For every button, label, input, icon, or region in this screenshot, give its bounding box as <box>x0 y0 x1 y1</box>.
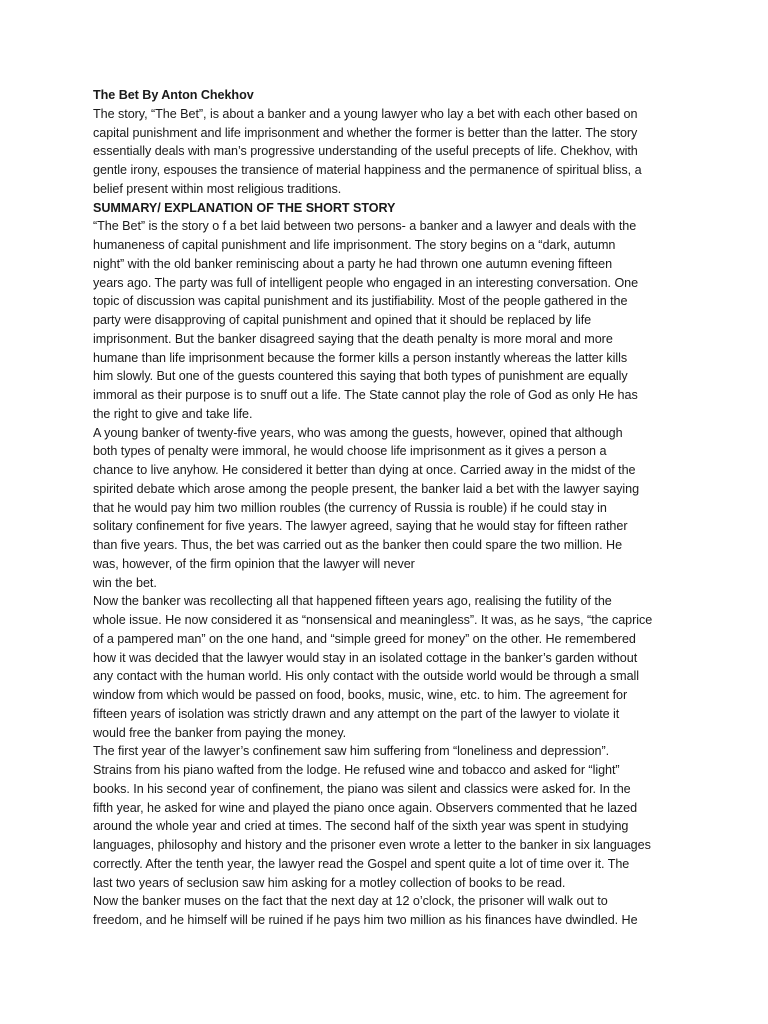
text-line: correctly. After the tenth year, the lawyer read the Gospel and spent quite a lot of time over it. The <box>93 856 630 871</box>
text-line: imprisonment. But the banker disagreed saying that the death penalty is more moral and more <box>93 331 613 346</box>
text-line: any contact with the human world. His only contact with the outside world would be through a small <box>93 669 640 684</box>
section-heading: SUMMARY/ EXPLANATION OF THE SHORT STORY <box>93 200 396 215</box>
text-line: immoral as their purpose is to snuff out a life. The State cannot play the role of God as only He has <box>93 388 638 402</box>
text-line: last two years of seclusion saw him asking for a motley collection of books to be read. <box>93 875 566 890</box>
text-line: freedom, and he himself will be ruined if he pays him two million as his finances have dwindled. He <box>93 913 638 927</box>
text-line: win the bet. <box>93 575 157 590</box>
text-line: was, however, of the firm opinion that the lawyer will never <box>93 556 415 571</box>
text-line: Strains from his piano wafted from the lodge. He refused wine and tobacco and asked for “light” <box>93 763 620 777</box>
text-line: A young banker of twenty-five years, who was among the guests, however, opined that although <box>93 425 623 440</box>
text-line: gentle irony, espouses the transience of material happiness and the permanence of spiritual bliss, a <box>93 163 642 177</box>
text-line: chance to live anyhow. He considered it better than dying at once. Carried away in the midst of the <box>93 463 636 477</box>
text-line: how it was decided that the lawyer would stay in an isolated cottage in the banker’s garden without <box>93 650 638 665</box>
text-line: essentially deals with man’s progressive understanding of the useful precepts of life. Chekhov, with <box>93 144 638 159</box>
text-line: window from which would be passed on food, books, music, wine, etc. to him. The agreement for <box>93 688 628 702</box>
text-line: topic of discussion was capital punishment and its justifiability. Most of the people gathered in the <box>93 294 628 309</box>
text-line: whole issue. He now considered it as “nonsensical and meaningless”. It was, as he says, “the caprice <box>93 613 653 627</box>
text-line: years ago. The party was full of intelligent people who engaged in an interesting conversation. One <box>93 275 639 290</box>
text-line: him slowly. But one of the guests countered this saying that both types of punishment are equally <box>93 369 628 384</box>
text-line: books. In his second year of confinement, the piano was silent and classics were asked for. In the <box>93 781 631 796</box>
text-line: humaneness of capital punishment and life imprisonment. The story begins on a “dark, autumn <box>93 238 616 252</box>
text-line: the right to give and take life. <box>93 406 253 421</box>
text-line: The first year of the lawyer’s confinement saw him suffering from “loneliness and depression”. <box>93 744 610 759</box>
text-line: Now the banker muses on the fact that the next day at 12 o’clock, the prisoner will walk out to <box>93 894 608 909</box>
document-body <box>93 105 678 930</box>
text-line: belief present within most religious traditions. <box>93 181 342 196</box>
text-line: than five years. Thus, the bet was carried out as the banker then could spare the two million. He <box>93 538 623 552</box>
text-line: party were disapproving of capital punishment and opined that it should be replaced by life <box>93 313 592 327</box>
text-line: both types of penalty were immoral, he would choose life imprisonment as it gives a person a <box>93 444 607 459</box>
text-line: humane than life imprisonment because the former kills a person instantly whereas the latter kills <box>93 350 628 365</box>
text-line: languages, philosophy and history and the prisoner even wrote a letter to the banker in six languages <box>93 838 651 852</box>
text-line: spirited debate which arose among the people present, the banker laid a bet with the lawyer saying <box>93 481 640 496</box>
text-line: night” with the old banker reminiscing about a party he had thrown one autumn evening fifteen <box>93 256 613 271</box>
text-line: fifteen years of isolation was strictly drawn and any attempt on the part of the lawyer to violate it <box>93 706 620 721</box>
text-line: around the whole year and cried at times. The second half of the sixth year was spent in studying <box>93 819 629 834</box>
text-line: would free the banker from paying the money. <box>93 725 347 740</box>
text-line: The story, “The Bet”, is about a banker and a young lawyer who lay a bet with each other based on <box>93 106 638 121</box>
text-line: of a pampered man” on the one hand, and “simple greed for money” on the other. He remembered <box>93 631 636 646</box>
text-line: Now the banker was recollecting all that happened fifteen years ago, realising the futility of the <box>93 594 612 609</box>
text-line: that he would pay him two million roubles (the currency of Russia is rouble) if he could stay in <box>93 500 607 515</box>
text-line: fifth year, he asked for wine and played the piano once again. Observers commented that he lazed <box>93 800 638 815</box>
text-line: “The Bet” is the story o f a bet laid between two persons- a banker and a lawyer and deals with the <box>93 219 637 234</box>
text-line: solitary confinement for five years. The lawyer agreed, saying that he would stay for fifteen rather <box>93 519 628 534</box>
document-page <box>93 86 678 930</box>
text-line: capital punishment and life imprisonment and whether the former is better than the latter. The story <box>93 125 638 140</box>
document-title: The Bet By Anton Chekhov <box>93 88 254 102</box>
